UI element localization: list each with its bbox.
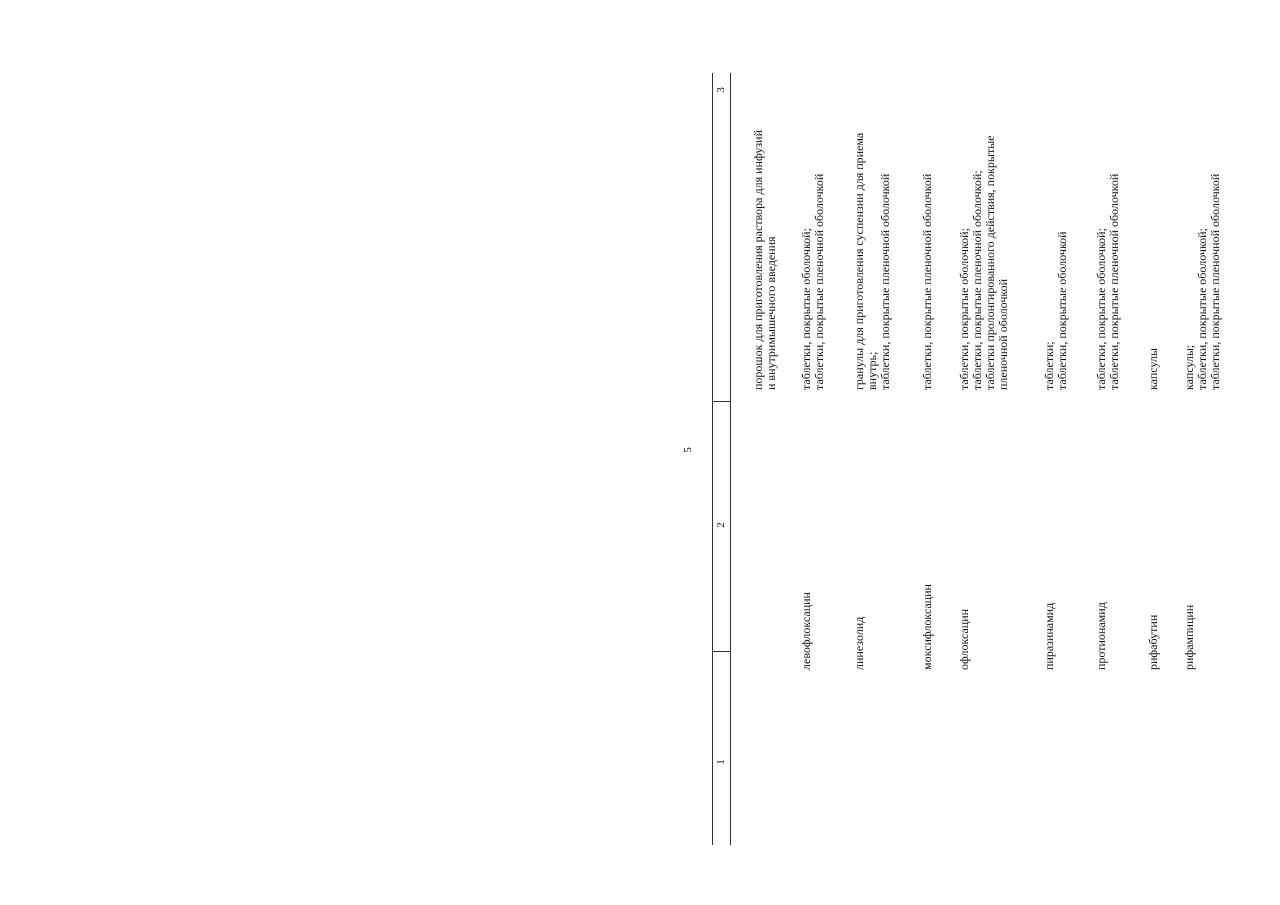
dosage-forms	[752, 0, 778, 390]
table-row	[800, 0, 830, 905]
dosage-form-line: таблетки, покрытые пленочной оболочкой	[812, 173, 826, 390]
dosage-form-line: внутрь;	[865, 351, 879, 390]
table-row	[1183, 0, 1225, 905]
dosage-form-line: гранулы для приготовления суспензии для приема	[852, 132, 866, 390]
column-header-2: 2	[715, 522, 727, 528]
dosage-forms	[853, 0, 892, 390]
table-header-rule	[730, 73, 731, 845]
dosage-form-line: таблетки, покрытые пленочной оболочкой	[1107, 173, 1121, 390]
dosage-forms	[1183, 0, 1222, 390]
drug-name: протионамид	[1094, 602, 1108, 670]
column-header-3: 3	[715, 87, 727, 93]
table-top-rule	[712, 73, 713, 845]
dosage-form-line: таблетки, покрытые пленочной оболочкой	[1208, 173, 1222, 390]
drug-name: офлоксацин	[957, 608, 971, 670]
dosage-form-line: таблетки, покрытые пленочной оболочкой	[920, 173, 934, 390]
dosage-forms	[800, 0, 826, 390]
column-header-1: 1	[715, 759, 727, 765]
table-row	[1095, 0, 1125, 905]
table-row	[1043, 0, 1073, 905]
dosage-forms	[1147, 0, 1160, 390]
dosage-form-line: таблетки, покрытые оболочкой;	[1195, 228, 1209, 390]
drug-name: рифабутин	[1146, 614, 1160, 670]
dosage-form-line: таблетки, покрытые оболочкой;	[957, 228, 971, 390]
dosage-form-line: таблетки, покрытые пленочной оболочкой;	[970, 170, 984, 390]
column-divider-1	[712, 651, 730, 652]
dosage-form-line: и внутримышечного введения	[764, 236, 778, 390]
drug-name: левофлоксацин	[799, 592, 813, 670]
dosage-forms	[1043, 0, 1069, 390]
dosage-form-line: порошок для приготовления раствора для инфузий	[751, 129, 765, 390]
table-row	[958, 0, 1014, 905]
table-row	[752, 0, 782, 905]
drug-name: моксифлоксацин	[920, 584, 934, 670]
dosage-form-line: пленочной оболочкой	[996, 278, 1010, 390]
dosage-form-line: капсулы;	[1182, 344, 1196, 390]
table-row	[853, 0, 895, 905]
drug-name: пиразинамид	[1042, 602, 1056, 670]
table-row	[1147, 0, 1163, 905]
dosage-forms	[1095, 0, 1121, 390]
dosage-form-line: таблетки пролонгированного действия, покрытые	[983, 135, 997, 390]
dosage-form-line: таблетки;	[1042, 341, 1056, 390]
table-row	[921, 0, 937, 905]
drug-name: рифампицин	[1182, 604, 1196, 670]
page-number: 5	[682, 447, 694, 453]
dosage-form-line: таблетки, покрытые пленочной оболочкой	[878, 173, 892, 390]
dosage-form-line: таблетки, покрытые оболочкой	[1055, 231, 1069, 390]
dosage-form-line: таблетки, покрытые оболочкой;	[1094, 228, 1108, 390]
rotated-table-frame	[640, 0, 1280, 905]
column-divider-2	[712, 401, 730, 402]
dosage-form-line: таблетки, покрытые оболочкой;	[799, 228, 813, 390]
drug-name: линезолид	[852, 616, 866, 670]
dosage-form-line: капсулы	[1146, 348, 1160, 390]
dosage-forms	[921, 0, 934, 390]
dosage-forms	[958, 0, 1010, 390]
